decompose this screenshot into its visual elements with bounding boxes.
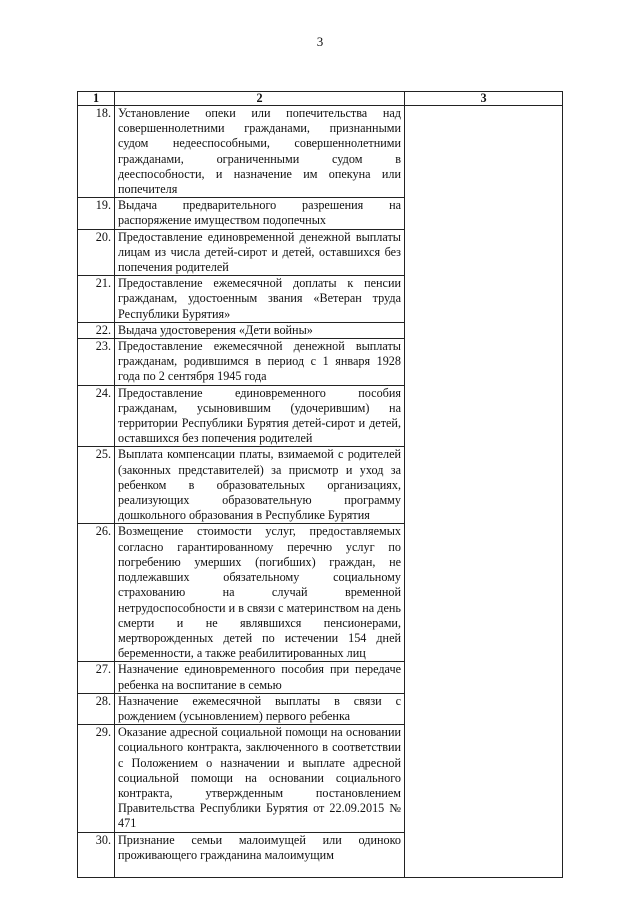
table-header-row	[78, 92, 563, 106]
column-3-cell	[405, 106, 563, 878]
service-name: Предоставление ежемесячной доплаты к пенсии гражданам, удостоенным звания «Ветеран труда Республики Бурятия»	[115, 276, 405, 323]
service-name: Установление опеки или попечительства над совершеннолетними гражданами, признанными судом недееспособными, совершеннолетними гражданами, ограниченными судом в дееспособности, и назначение им опекуна или попечителя	[115, 106, 405, 198]
table-row	[78, 106, 563, 198]
column-header-3: 3	[405, 92, 563, 106]
row-number: 22.	[78, 322, 115, 338]
column-header-2: 2	[115, 92, 405, 106]
row-number: 26.	[78, 524, 115, 662]
services-table	[77, 91, 563, 878]
service-name: Выплата компенсации платы, взимаемой с родителей (законных представителей) за присмотр и уход за ребенком в образовательных организациях, реализующих образовательную программу дошкольного образования в Республике Бурятия	[115, 447, 405, 524]
row-number: 19.	[78, 198, 115, 229]
row-number: 23.	[78, 339, 115, 386]
row-number: 27.	[78, 662, 115, 693]
service-name: Оказание адресной социальной помощи на основании социального контракта, заключенного в соответствии с Положением о назначении и выплате адресной социальной помощи на основании социального контракта, утвержденным постановлением Правительства Республики Бурятия от 22.09.2015 № 471	[115, 725, 405, 832]
service-name: Выдача предварительного разрешения на распоряжение имуществом подопечных	[115, 198, 405, 229]
column-header-1: 1	[78, 92, 115, 106]
row-number: 18.	[78, 106, 115, 198]
service-name: Выдача удостоверения «Дети войны»	[115, 322, 405, 338]
service-name: Предоставление единовременной денежной выплаты лицам из числа детей-сирот и детей, оставшихся без попечения родителей	[115, 229, 405, 276]
row-number: 30.	[78, 832, 115, 877]
page-number: 3	[316, 34, 324, 49]
row-number: 20.	[78, 229, 115, 276]
service-name: Возмещение стоимости услуг, предоставляемых согласно гарантированному перечню услуг по погребению умерших (погибших) граждан, не подлежавших обязательному социальному страхованию на случай временной нетрудоспособности и в связи с материнством на день смерти и не являвшихся пенсионерами, мертворожденных детей по истечении 154 дней беременности, а также реабилитированных лиц	[115, 524, 405, 662]
row-number: 25.	[78, 447, 115, 524]
service-name: Назначение ежемесячной выплаты в связи с рождением (усыновлением) первого ребенка	[115, 693, 405, 724]
row-number: 24.	[78, 385, 115, 447]
service-name: Предоставление ежемесячной денежной выплаты гражданам, родившимся в период с 1 января 1928 года по 2 сентября 1945 года	[115, 339, 405, 386]
row-number: 21.	[78, 276, 115, 323]
service-name: Предоставление единовременного пособия гражданам, усыновившим (удочерившим) на территории Республики Бурятия детей-сирот и детей, оставшихся без попечения родителей	[115, 385, 405, 447]
service-name: Назначение единовременного пособия при передаче ребенка на воспитание в семью	[115, 662, 405, 693]
row-number: 29.	[78, 725, 115, 832]
service-name: Признание семьи малоимущей или одиноко проживающего гражданина малоимущим	[115, 832, 405, 877]
row-number: 28.	[78, 693, 115, 724]
